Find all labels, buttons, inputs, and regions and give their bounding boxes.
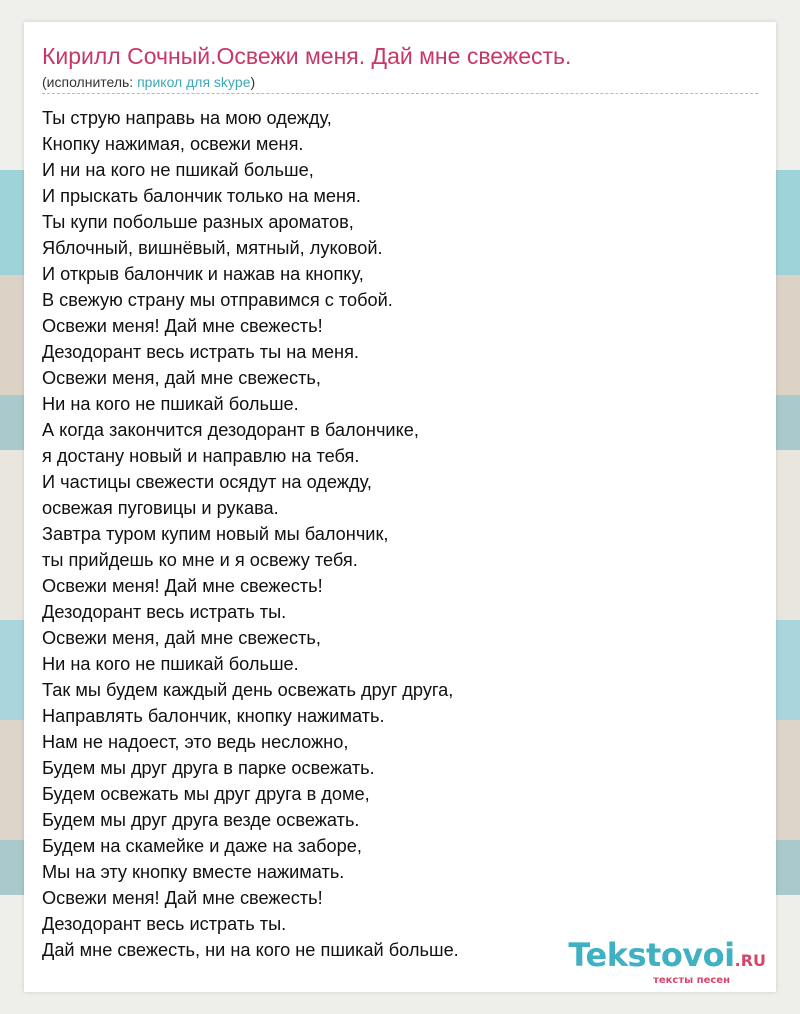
lyric-line: Ты купи побольше разных ароматов, <box>42 212 354 232</box>
lyric-line: Будем освежать мы друг друга в доме, <box>42 784 370 804</box>
lyrics-card <box>24 22 776 992</box>
lyric-line: Дай мне свежесть, ни на кого не пшикай больше. <box>42 940 459 960</box>
lyric-line: Будем мы друг друга везде освежать. <box>42 810 360 830</box>
lyric-line: Яблочный, вишнёвый, мятный, луковой. <box>42 238 383 258</box>
lyric-line: Завтра туром купим новый мы балончик, <box>42 524 389 544</box>
lyric-line: я достану новый и направлю на тебя. <box>42 446 360 466</box>
lyric-line: Освежи меня! Дай мне свежесть! <box>42 576 323 596</box>
artist-link[interactable]: прикол для skype <box>137 74 251 90</box>
lyric-line: Ты струю направь на мою одежду, <box>42 108 332 128</box>
lyric-line: И прыскать балончик только на меня. <box>42 186 361 206</box>
lyric-line: Направлять балончик, кнопку нажимать. <box>42 706 385 726</box>
lyric-line: Так мы будем каждый день освежать друг друга, <box>42 680 454 700</box>
logo-tld: .RU <box>734 951 766 970</box>
lyric-line: ты прийдешь ко мне и я освежу тебя. <box>42 550 358 570</box>
lyric-line: Кнопку нажимая, освежи меня. <box>42 134 304 154</box>
meta-open-paren: ( <box>42 74 47 90</box>
lyric-line: Освежи меня! Дай мне свежесть! <box>42 316 323 336</box>
lyric-line: Освежи меня! Дай мне свежесть! <box>42 888 323 908</box>
lyric-line: Нам не надоест, это ведь несложно, <box>42 732 349 752</box>
lyric-line: И ни на кого не пшикай больше, <box>42 160 314 180</box>
lyric-line: Освежи меня, дай мне свежесть, <box>42 628 321 648</box>
lyric-line: Будем на скамейке и даже на заборе, <box>42 836 362 856</box>
lyric-line: И открыв балончик и нажав на кнопку, <box>42 264 364 284</box>
song-title: Кирилл Сочный.Освежи меня. Дай мне свежесть. <box>42 43 572 69</box>
lyric-line: Ни на кого не пшикай больше. <box>42 654 299 674</box>
lyric-line: Дезодорант весь истрать ты. <box>42 914 287 934</box>
lyric-line: Дезодорант весь истрать ты на меня. <box>42 342 359 362</box>
artist-label: исполнитель: <box>46 74 138 90</box>
lyric-line: Ни на кого не пшикай больше. <box>42 394 299 414</box>
logo-tagline: тексты песен <box>653 975 730 986</box>
logo-name: Tekstovoi <box>568 936 735 974</box>
site-logo[interactable] <box>568 938 766 986</box>
lyric-line: Освежи меня, дай мне свежесть, <box>42 368 321 388</box>
lyric-line: Будем мы друг друга в парке освежать. <box>42 758 375 778</box>
artist-meta <box>42 73 758 94</box>
lyrics-list <box>42 105 459 963</box>
lyric-line: Мы на эту кнопку вместе нажимать. <box>42 862 345 882</box>
lyric-line: В свежую страну мы отправимся с тобой. <box>42 290 393 310</box>
meta-close-paren: ) <box>250 74 256 90</box>
lyric-line: Дезодорант весь истрать ты. <box>42 602 287 622</box>
lyric-line: И частицы свежести осядут на одежду, <box>42 472 372 492</box>
lyric-line: А когда закончится дезодорант в балончике, <box>42 420 419 440</box>
lyric-line: освежая пуговицы и рукава. <box>42 498 279 518</box>
